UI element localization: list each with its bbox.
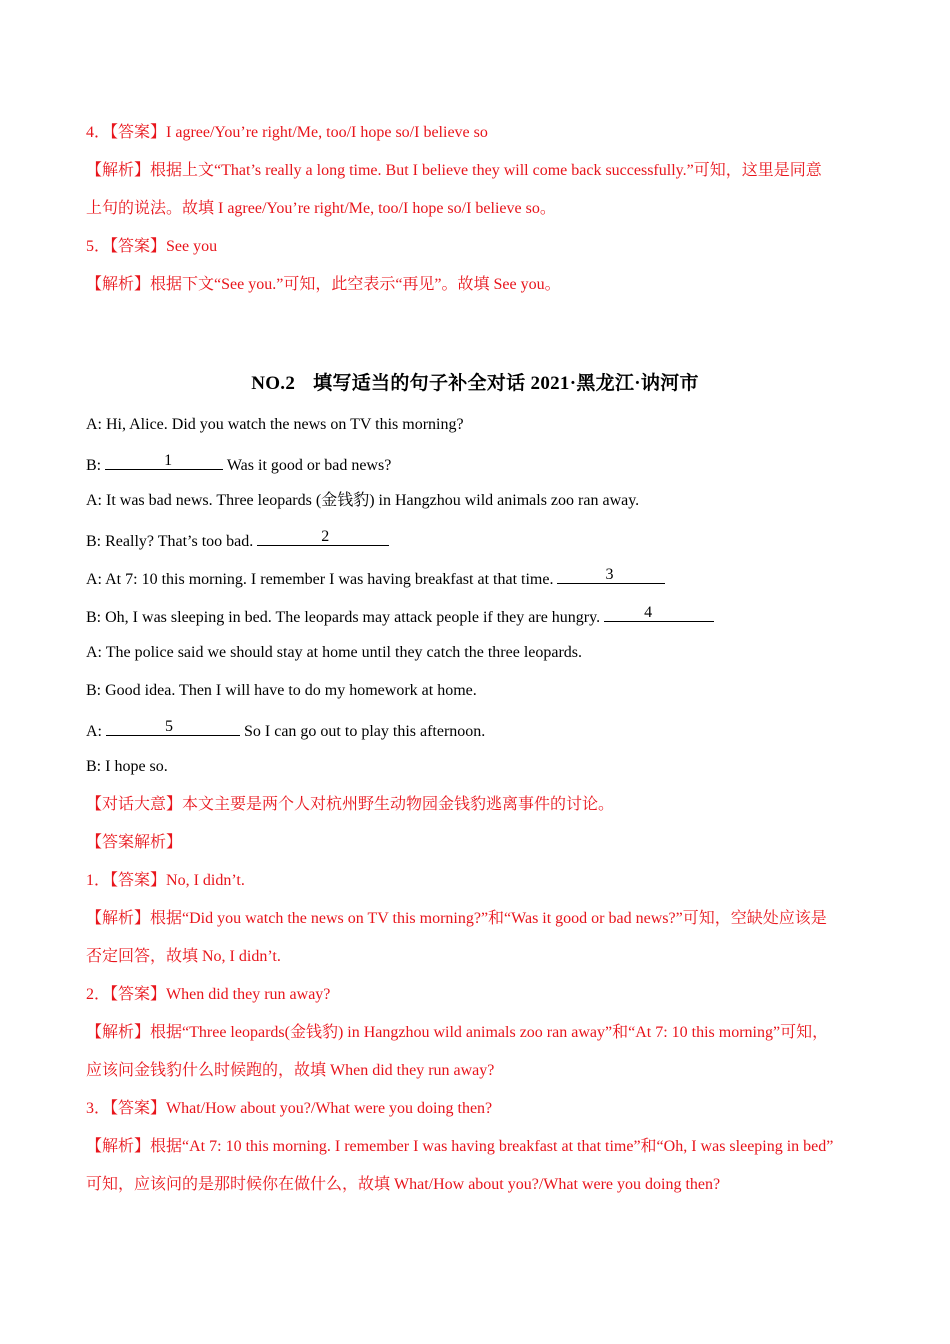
- blank-number: 1: [164, 452, 173, 469]
- analysis-text: 否定回答，故填 No, I didn’t.: [86, 948, 281, 965]
- dialogue-text: I hope so.: [105, 758, 168, 775]
- answer-label: 3．【答案】: [86, 1100, 167, 1117]
- section-heading: 填写适当的句子补全对话: [313, 373, 526, 394]
- dialogue-text: The police said we should stay at home until they catch the three leopards.: [105, 644, 583, 661]
- analysis-text: 根据“Did you watch the news on TV this morning?”和“Was it good or bad news?”可知，空缺处应该是: [150, 910, 827, 927]
- analysis-label: 【解析】: [86, 1138, 151, 1155]
- speaker: B:: [86, 758, 102, 775]
- dialogue-line: [86, 680, 876, 702]
- dialogue-text: Was it good or bad news?: [226, 457, 392, 474]
- dialogue-summary: [86, 794, 876, 816]
- analysis-text: 根据“At 7: 10 this morning. I remember I was having breakfast at that time”和“Oh, I was sleeping in bed”: [150, 1138, 834, 1155]
- dialogue-text: It was bad news. Three leopards (金钱豹) in Hangzhou wild animals zoo ran away.: [106, 492, 640, 509]
- analysis-3-line: [86, 1136, 876, 1158]
- analysis-text: 根据下文“See you.”可知，此空表示“再见”。故填 See you。: [150, 276, 561, 293]
- analysis-5-line: [86, 274, 876, 296]
- section-source: 2021·黑龙江·讷河市: [530, 373, 699, 394]
- dialogue-text: Good idea. Then I will have to do my homework at home.: [105, 682, 477, 699]
- analysis-1-line-cont: [86, 946, 876, 968]
- answer-3-line: [86, 1098, 876, 1120]
- answer-2-line: [86, 984, 876, 1006]
- answer-4-line: [86, 122, 876, 144]
- section-number: NO.2: [251, 373, 296, 394]
- summary-label: 【对话大意】: [86, 796, 183, 813]
- blank-number: 4: [644, 604, 653, 621]
- blank-number: 2: [321, 528, 330, 545]
- analysis-label: 【解析】: [86, 910, 151, 927]
- speaker: A:: [86, 416, 102, 433]
- blank-number: 5: [165, 718, 173, 735]
- analysis-4-line: [86, 160, 876, 182]
- answer-text: I agree/You’re right/Me, too/I hope so/I believe so: [166, 124, 488, 141]
- dialogue-line: [86, 718, 876, 743]
- analysis-text: 可知，应该问的是那时候你在做什么，故填 What/How about you?/What were you doing then?: [86, 1176, 721, 1193]
- analysis-text: 根据上文“That’s really a long time. But I believe they will come back successfully.”可知，这里是同意: [150, 162, 822, 179]
- dialogue-line: [86, 528, 876, 553]
- analysis-3-line-cont: [86, 1174, 876, 1196]
- dialogue-text: Oh, I was sleeping in bed. The leopards may attack people if they are hungry.: [105, 609, 601, 626]
- analysis-label: 【解析】: [86, 276, 151, 293]
- summary-text: 本文主要是两个人对杭州野生动物园金钱豹逃离事件的讨论。: [182, 796, 615, 813]
- answer-blank-2[interactable]: [257, 528, 389, 546]
- dialogue-line: [86, 604, 876, 629]
- speaker: B:: [86, 457, 102, 474]
- answer-text: When did they run away?: [166, 986, 331, 1003]
- analysis-2-line-cont: [86, 1060, 876, 1082]
- dialogue-line: [86, 642, 876, 664]
- analysis-text: 应该问金钱豹什么时候跑的，故填 When did they run away?: [86, 1062, 495, 1079]
- speaker: A:: [86, 492, 102, 509]
- speaker: B:: [86, 609, 102, 626]
- answer-5-line: [86, 236, 876, 258]
- dialogue-line: [86, 756, 876, 778]
- answer-text: See you: [166, 238, 218, 255]
- answer-blank-3[interactable]: [557, 566, 665, 584]
- speaker: A:: [86, 571, 102, 588]
- speaker: A:: [86, 644, 102, 661]
- dialogue-line: [86, 566, 876, 591]
- answer-blank-1[interactable]: [105, 452, 223, 470]
- answer-blank-5[interactable]: [106, 718, 240, 736]
- dialogue-text: Really? That’s too bad.: [105, 533, 254, 550]
- dialogue-text: At 7: 10 this morning. I remember I was having breakfast at that time.: [105, 571, 554, 588]
- section-title: [0, 368, 950, 395]
- analysis-1-line: [86, 908, 876, 930]
- answer-label: 2．【答案】: [86, 986, 167, 1003]
- speaker: B:: [86, 533, 102, 550]
- answer-text: No, I didn’t.: [166, 872, 245, 889]
- answer-text: What/How about you?/What were you doing then?: [166, 1100, 493, 1117]
- blank-number: 3: [605, 566, 614, 583]
- answer-label: 5．【答案】: [86, 238, 167, 255]
- answer-1-line: [86, 870, 876, 892]
- analysis-2-line: [86, 1022, 876, 1044]
- dialogue-line: [86, 452, 876, 477]
- speaker: B:: [86, 682, 102, 699]
- analysis-label: 【解析】: [86, 162, 151, 179]
- analysis-text: 上句的说法。故填 I agree/You’re right/Me, too/I hope so/I believe so。: [86, 200, 556, 217]
- answer-blank-4[interactable]: [604, 604, 714, 622]
- analysis-heading: 【答案解析】: [86, 834, 183, 851]
- dialogue-line: [86, 490, 876, 512]
- analysis-4-line-cont: [86, 198, 876, 220]
- dialogue-text: So I can go out to play this afternoon.: [244, 723, 486, 740]
- dialogue-text: Hi, Alice. Did you watch the news on TV this morning?: [106, 416, 464, 433]
- speaker: A:: [86, 723, 102, 740]
- dialogue-line: [86, 414, 876, 436]
- answer-label: 1．【答案】: [86, 872, 167, 889]
- answer-label: 4．【答案】: [86, 124, 167, 141]
- analysis-text: 根据“Three leopards(金钱豹) in Hangzhou wild animals zoo ran away”和“At 7: 10 this morning”可知，: [150, 1024, 829, 1041]
- analysis-label: 【解析】: [86, 1024, 151, 1041]
